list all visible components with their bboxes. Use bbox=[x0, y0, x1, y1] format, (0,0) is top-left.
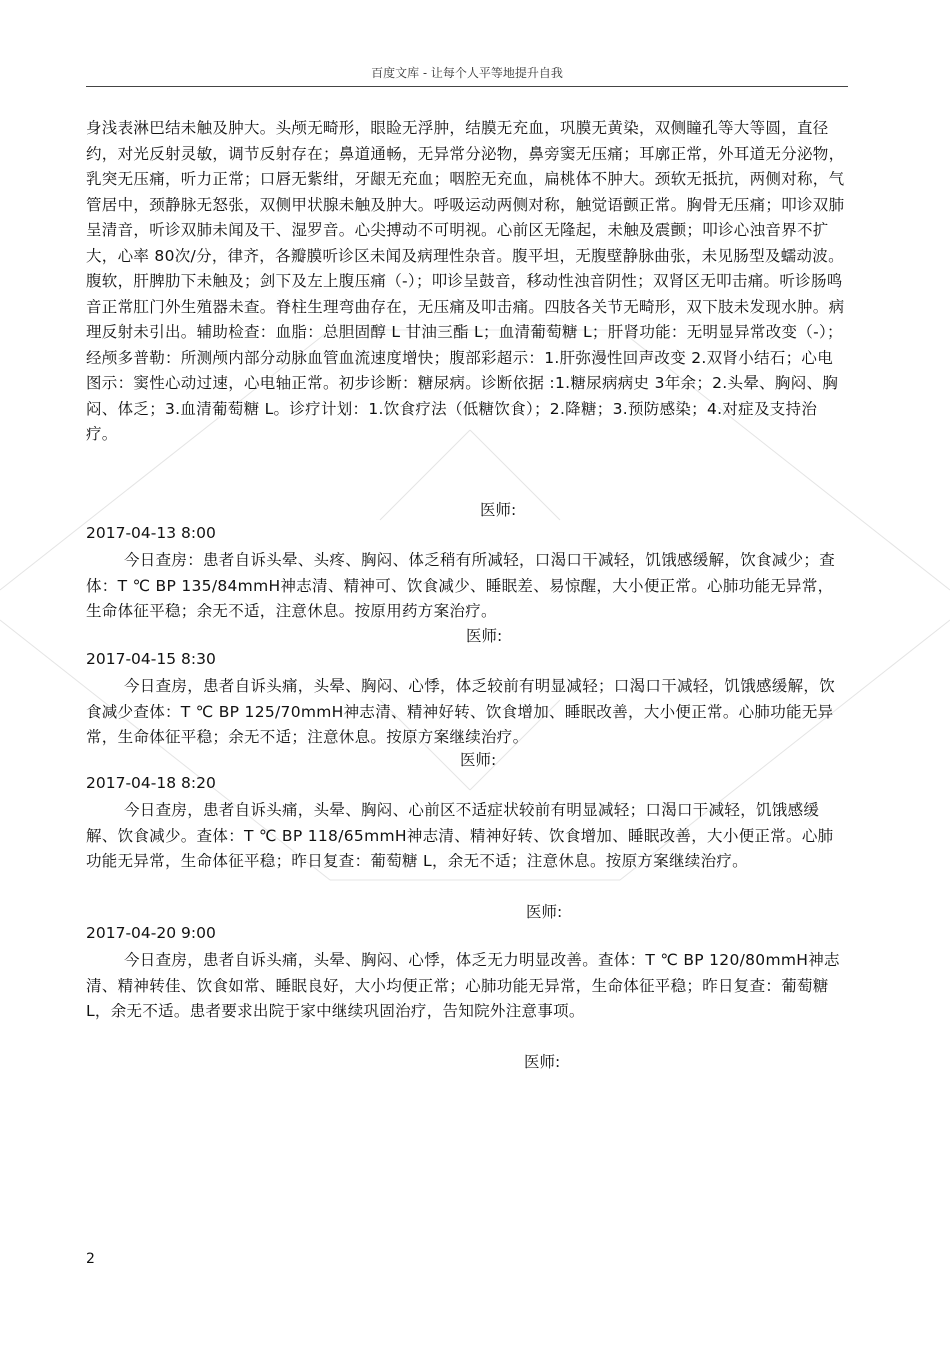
entry-note bbox=[86, 798, 848, 875]
entry-note bbox=[86, 948, 848, 1025]
entry-date: 2017-04-20 9:00 bbox=[86, 924, 216, 942]
intro-paragraph bbox=[86, 116, 848, 448]
page-number: 2 bbox=[86, 1251, 95, 1267]
doctor-signature-label: 医师: bbox=[466, 627, 503, 645]
doctor-signature-label: 医师: bbox=[526, 903, 563, 921]
header-divider bbox=[86, 86, 848, 87]
entry-text: 今日查房，患者自诉头痛，头晕、胸闷、心悸，体乏较前有明显减轻；口渴口干减轻，饥饿感缓解，饮食减少查体：T ℃ BP 125/70mmH神志清、精神好转、饮食增加、睡眠改善，大小便正常。心肺功能无异常，生命体征平稳；余无不适；注意休息。按原方案继续治疗。 bbox=[86, 677, 836, 746]
intro-text: 身浅表淋巴结未触及肿大。头颅无畸形，眼睑无浮肿，结膜无充血，巩膜无黄染，双侧瞳孔等大等圆，直径约，对光反射灵敏，调节反射存在；鼻道通畅，无异常分泌物，鼻旁窦无压痛；耳廓正常，外耳道无分泌物，乳突无压痛，听力正常；口唇无紫绀，牙龈无充血；咽腔无充血，扁桃体不肿大。颈软无抵抗，两侧对称，气管居中，颈静脉无怒张，双侧甲状腺未触及肿大。呼吸运动两侧对称，触觉语颤正常。胸骨无压痛；叩诊双肺呈清音，听诊双肺未闻及干、湿罗音。心尖搏动不可明视。心前区无隆起，未触及震颤；叩诊心浊音界不扩大，心率 80次/分，律齐，各瓣膜听诊区未闻及病理性杂音。腹平坦，无腹壁静脉曲张，未见肠型及蠕动波。腹软，肝脾肋下未触及；剑下及左上腹压痛（-）；叩诊呈鼓音，移动性浊音阴性；双肾区无叩击痛。听诊肠鸣音正常肛门外生殖器未查。脊柱生理弯曲存在，无压痛及叩击痛。四肢各关节无畸形，双下肢未发现水肿。病理反射未引出。辅助检查：血脂：总胆固醇 L 甘油三酯 L；血清葡萄糖 L；肝肾功能：无明显异常改变（-）；经颅多普勒：所测颅内部分动脉血管血流速度增快；腹部彩超示：1.肝弥漫性回声改变 2.双肾小结石；心电图示：窦性心动过速，心电轴正常。初步诊断：糖尿病。诊断依据 :1.糖尿病病史 3年余；2.头晕、胸闷、胸闷、体乏；3.血清葡萄糖 L。诊疗计划：1.饮食疗法（低糖饮食）；2.降糖；3.预防感染；4.对症及支持治疗。 bbox=[86, 119, 845, 443]
entry-note bbox=[86, 548, 848, 625]
entry-text: 今日查房：患者自诉头晕、头疼、胸闷、体乏稍有所减轻，口渴口干减轻，饥饿感缓解，饮食减少；查体：T ℃ BP 135/84mmH神志清、精神可、饮食减少、睡眠差、易惊醒，大小便正常。心肺功能无异常，生命体征平稳；余无不适，注意休息。按原用药方案治疗。 bbox=[86, 551, 836, 620]
entry-date: 2017-04-15 8:30 bbox=[86, 650, 216, 668]
entry-date: 2017-04-13 8:00 bbox=[86, 524, 216, 542]
entry-text: 今日查房，患者自诉头痛，头晕、胸闷、心悸，体乏无力明显改善。查体：T ℃ BP 120/80mmH神志清、精神转佳、饮食如常、睡眠良好，大小均便正常；心肺功能无异常，生命体征平稳；昨日复查：葡萄糖 L，余无不适。患者要求出院于家中继续巩固治疗，告知院外注意事项。 bbox=[86, 951, 840, 1020]
entry-date: 2017-04-18 8:20 bbox=[86, 774, 216, 792]
page-header: 百度文库 - 让每个人平等地提升自我 bbox=[371, 66, 563, 80]
entry-note bbox=[86, 674, 848, 751]
doctor-signature-label: 医师: bbox=[460, 751, 497, 769]
doctor-signature-label: 医师: bbox=[524, 1053, 561, 1071]
doctor-signature-label: 医师: bbox=[480, 501, 517, 519]
entry-text: 今日查房，患者自诉头痛，头晕、胸闷、心前区不适症状较前有明显减轻；口渴口干减轻，饥饿感缓解、饮食减少。查体：T ℃ BP 118/65mmH神志清、精神好转、饮食增加、睡眠改善，大小便正常。心肺功能无异常，生命体征平稳；昨日复查：葡萄糖 L，余无不适；注意休息。按原方案继续治疗。 bbox=[86, 801, 834, 870]
